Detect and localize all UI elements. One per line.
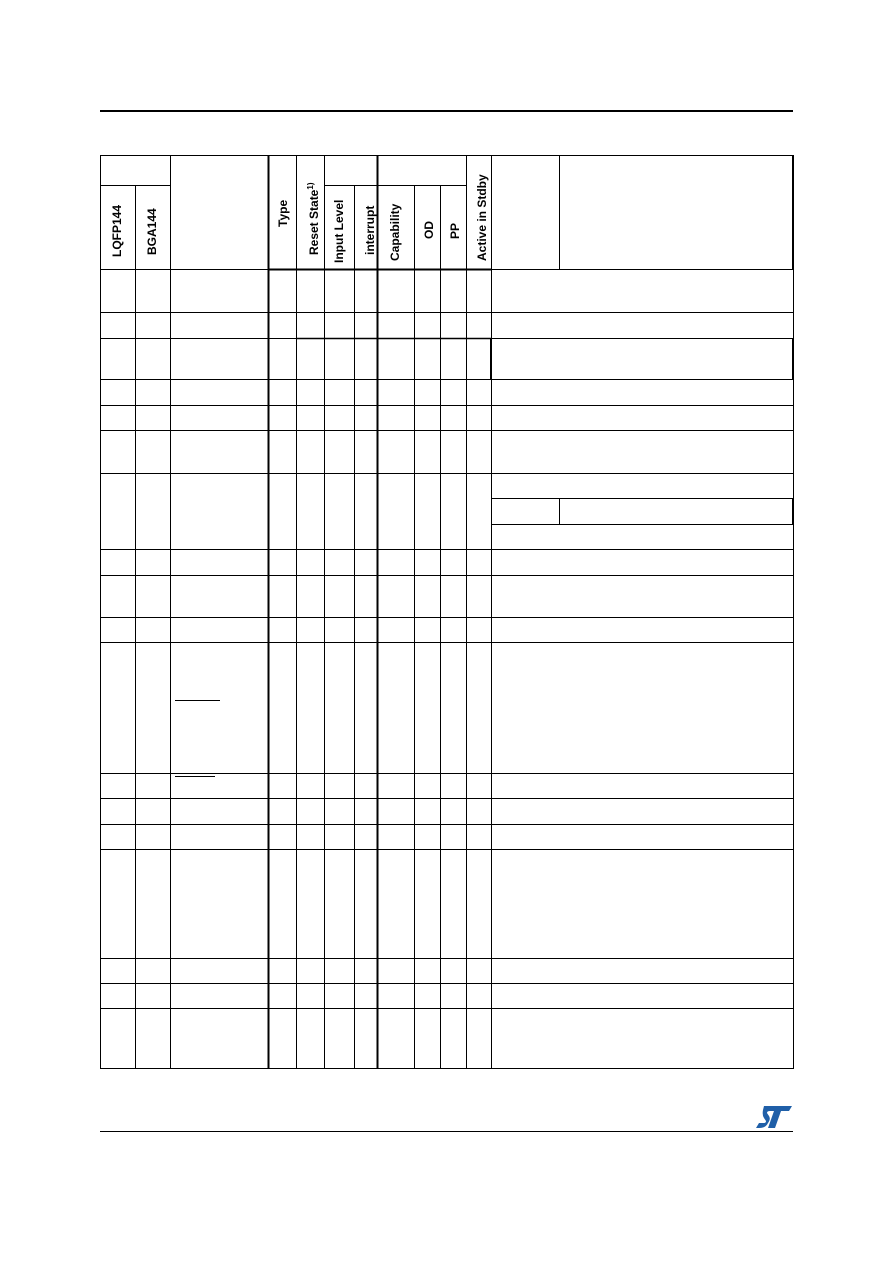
col-header-active-in-stdby: Active in Stdby [475, 174, 489, 261]
col-header-od: OD [422, 221, 436, 239]
footer-rule [100, 1131, 793, 1132]
overline-mark [175, 700, 220, 701]
col-header-reset-state [304, 183, 321, 256]
pin-description-table [100, 155, 794, 1069]
reset-state-label: Reset State [307, 189, 321, 255]
st-logo-icon [755, 1104, 793, 1130]
overline-mark [175, 776, 215, 777]
col-header-input-level: Input Level [332, 199, 346, 263]
col-header-bga144: BGA144 [145, 208, 159, 255]
col-header-lqfp144: LQFP144 [110, 204, 124, 257]
col-header-capability: Capability [388, 203, 402, 261]
col-header-pp: PP [448, 222, 462, 239]
reset-state-footnote: 1) [306, 182, 315, 190]
col-header-interrupt: interrupt [363, 205, 377, 255]
table-grid [100, 155, 794, 1069]
header-rule [100, 110, 793, 112]
col-header-type: Type [276, 199, 290, 227]
